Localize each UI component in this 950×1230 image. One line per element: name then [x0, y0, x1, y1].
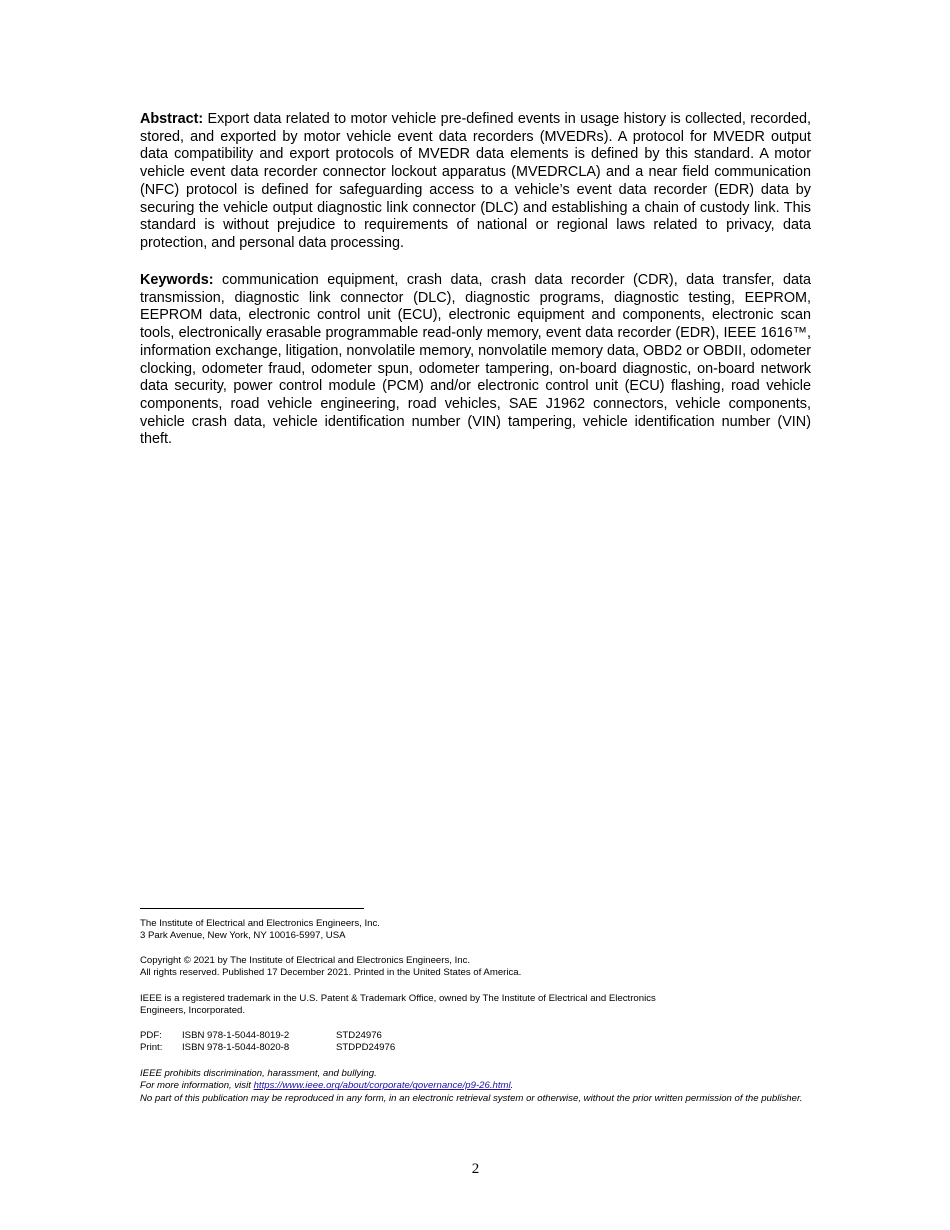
- abstract-label: Abstract:: [140, 111, 204, 127]
- keywords-label: Keywords:: [140, 272, 214, 288]
- document-page: [140, 0, 811, 1230]
- std-number: STD24976: [336, 1030, 382, 1041]
- policy-line: IEEE prohibits discrimination, harassment, and bullying.: [140, 1068, 377, 1079]
- page-number: 2: [471, 1161, 480, 1177]
- abstract-paragraph: [140, 111, 811, 253]
- isbn-number: ISBN 978-1-5044-8020-8: [182, 1042, 290, 1054]
- std-number: STDPD24976: [336, 1042, 396, 1054]
- more-info-line: [140, 1080, 811, 1092]
- reproduction-notice: No part of this publication may be reproduced in any form, in an electronic retrieval system or otherwise, without the prior written permission of the publisher.: [140, 1092, 803, 1104]
- publisher-address: [140, 918, 811, 943]
- trademark-notice: [140, 993, 811, 1018]
- keywords-paragraph: [140, 272, 811, 449]
- more-info-suffix: .: [510, 1080, 514, 1092]
- abstract-text: Export data related to motor vehicle pre-defined events in usage history is collected, recorded, stored, and exported by motor vehicle event data recorders (MVEDRs). A protocol for MVEDR output data compatibility and export protocols of MVEDR data elements is defined by this standard. A motor vehicle event data recorder connector lockout apparatus (MVEDRCLA) and a near field communication (NFC) protocol is defined for safeguarding access to a vehicle’s event data recorder (EDR) data by securing the vehicle output diagnostic link connector (DLC) and establishing a chain of custody link. This standard is without prejudice to requirements of national or regional laws related to privacy, data protection, and personal data processing.: [140, 111, 811, 251]
- trademark-line-1: IEEE is a registered trademark in the U.S. Patent & Trademark Office, owned by The Institute of Electrical and Electronics: [140, 993, 656, 1004]
- isbn-format: PDF:: [140, 1030, 162, 1041]
- isbn-table: [140, 1030, 811, 1055]
- trademark-line-2: Engineers, Incorporated.: [140, 1005, 246, 1017]
- isbn-format: Print:: [140, 1042, 163, 1054]
- isbn-number: ISBN 978-1-5044-8019-2: [182, 1030, 290, 1041]
- keywords-text: communication equipment, crash data, crash data recorder (CDR), data transfer, data transmission, diagnostic link connector (DLC), diagnostic programs, diagnostic testing, EEPROM, EEPROM data, electronic control unit (ECU), electronic equipment and components, electronic scan tools, electronically erasable programmable read-only memory, event data recorder (EDR), IEEE 1616™, information exchange, litigation, nonvolatile memory, nonvolatile memory data, OBD2 or OBDII, odometer clocking, odometer fraud, odometer spun, odometer tampering, on-board diagnostic, on-board network data security, power control module (PCM) and/or electronic control unit (ECU) flashing, road vehicle components, road vehicle engineering, road vehicles, SAE J1962 connectors, vehicle components, vehicle crash data, vehicle identification number (VIN) tampering, vehicle identification number (VIN) theft.: [140, 272, 811, 448]
- copyright-line: Copyright © 2021 by The Institute of Electrical and Electronics Engineers, Inc.: [140, 955, 471, 966]
- footnote-divider: [140, 908, 364, 909]
- publisher-street: 3 Park Avenue, New York, NY 10016-5997, USA: [140, 930, 346, 942]
- publisher-name: The Institute of Electrical and Electronics Engineers, Inc.: [140, 918, 380, 929]
- copyright-notice: [140, 955, 811, 980]
- rights-line: All rights reserved. Published 17 December 2021. Printed in the United States of America.: [140, 967, 522, 979]
- isbn-row-print: [140, 1042, 811, 1054]
- isbn-row-pdf: [140, 1030, 811, 1042]
- more-info-prefix: For more information, visit: [140, 1080, 254, 1092]
- policy-link[interactable]: https://www.ieee.org/about/corporate/governance/p9-26.html: [253, 1080, 511, 1092]
- legal-notice: [140, 1068, 811, 1105]
